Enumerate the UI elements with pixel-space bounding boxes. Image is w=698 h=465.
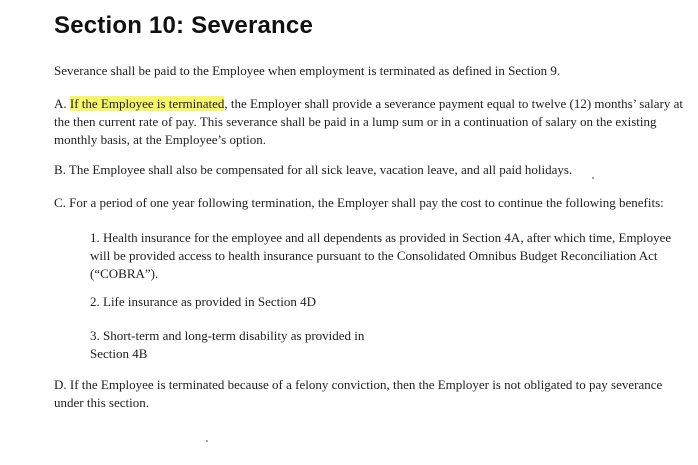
clause-a-highlighted-text: If the Employee is terminated	[69, 96, 225, 111]
intro-paragraph: Severance shall be paid to the Employee when employment is terminated as defined in Section 9.	[54, 63, 561, 78]
scan-speck	[206, 440, 208, 442]
clause-a-text: , the Employer shall provide a severance payment equal to twelve (12) months’ salary at the then current rate of pay. This severance shall be paid in a lump sum or in a continuation of salary on the existing monthly basis, at the Employee’s option.	[54, 96, 683, 147]
benefit-life-insurance: 2. Life insurance as provided in Section 4D	[90, 294, 316, 309]
benefit-health-insurance: 1. Health insurance for the employee and all dependents as provided in Section 4A, after which time, Employee will be provided access to health insurance pursuant to the Consolidated Omnibus Budget Reconciliation Act (“COBRA”).	[90, 230, 672, 281]
clause-d: D. If the Employee is terminated because of a felony conviction, then the Employer is not obligated to pay severance under this section.	[54, 377, 663, 410]
clause-c: C. For a period of one year following termination, the Employer shall pay the cost to continue the following benefits:	[54, 195, 664, 210]
section-title: Section 10: Severance	[54, 12, 314, 39]
clause-a	[54, 95, 684, 149]
benefit-disability: 3. Short-term and long-term disability as provided in Section 4B	[90, 328, 365, 361]
clause-a-letter: A.	[54, 96, 70, 111]
clause-b: B. The Employee shall also be compensated for all sick leave, vacation leave, and all paid holidays.	[54, 162, 573, 177]
scan-speck	[592, 177, 594, 179]
